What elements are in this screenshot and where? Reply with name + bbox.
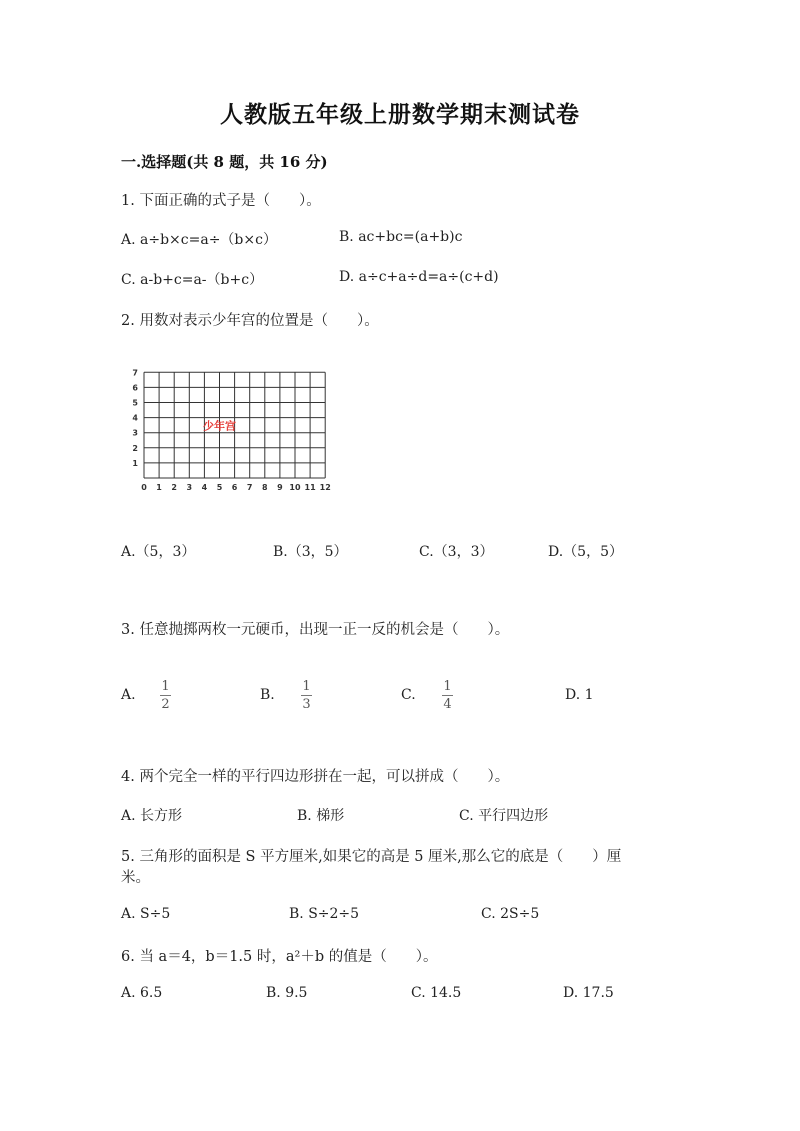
fraction-bar — [442, 695, 453, 696]
fraction-denominator: 2 — [161, 697, 170, 712]
question-4: 4. 两个完全一样的平行四边形拼在一起，可以拼成（ ）。 — [121, 769, 510, 785]
q6-option-b: B. 9.5 — [266, 985, 308, 1001]
q6-option-c: C. 14.5 — [411, 985, 462, 1001]
x-tick-label: 12 — [319, 483, 331, 492]
page-title: 人教版五年级上册数学期末测试卷 — [220, 101, 580, 128]
q2-option-a: A.（5，3） — [121, 544, 196, 560]
q1-option-c: C. a-b+c=a-（b+c） — [121, 272, 264, 288]
question-1: 1. 下面正确的式子是（ ）。 — [121, 193, 321, 209]
q3-option-c: C. — [401, 687, 416, 703]
q3-option-d: D. 1 — [565, 687, 594, 703]
y-tick-label: 7 — [132, 368, 138, 378]
y-tick-label: 3 — [132, 428, 138, 438]
q2-option-b: B.（3，5） — [273, 544, 348, 560]
fraction-numerator: 1 — [302, 679, 311, 694]
question-5-line-2: 米。 — [121, 870, 150, 886]
x-tick-label: 7 — [246, 483, 253, 492]
question-2: 2. 用数对表示少年宫的位置是（ ）。 — [121, 313, 379, 329]
q4-option-b: B. 梯形 — [297, 808, 345, 824]
q4-option-c: C. 平行四边形 — [459, 808, 549, 824]
q3-fraction-c — [442, 679, 453, 712]
fraction-bar — [160, 695, 171, 696]
q5-option-b: B. S÷2÷5 — [289, 906, 360, 922]
q3-option-a: A. — [121, 687, 136, 703]
q6-option-a: A. 6.5 — [121, 985, 163, 1001]
y-tick-label: 1 — [132, 458, 138, 468]
y-tick-label: 5 — [132, 398, 138, 408]
q1-option-a: A. a÷b×c=a÷（b×c） — [121, 232, 277, 248]
q5-option-c: C. 2S÷5 — [481, 906, 540, 922]
youth-palace-label: 少年宫 — [203, 419, 236, 433]
question-3: 3. 任意抛掷两枚一元硬币，出现一正一反的机会是（ ）。 — [121, 622, 510, 638]
x-tick-label: 2 — [171, 483, 177, 492]
question-5-line-1: 5. 三角形的面积是 S 平方厘米,如果它的高是 5 厘米,那么它的底是（ ）厘 — [121, 849, 622, 865]
coordinate-grid — [120, 360, 340, 495]
q2-option-d: D.（5，5） — [548, 544, 623, 560]
fraction-numerator: 1 — [443, 679, 452, 694]
x-tick-label: 6 — [231, 483, 238, 492]
q1-option-d: D. a÷c+a÷d=a÷(c+d) — [339, 269, 499, 285]
x-tick-label: 9 — [277, 483, 283, 492]
q3-option-b: B. — [260, 687, 275, 703]
q6-option-d: D. 17.5 — [563, 985, 614, 1001]
fraction-bar — [301, 695, 312, 696]
section-heading: 一.选择题(共 8 题，共 16 分) — [121, 153, 328, 171]
fraction-numerator: 1 — [161, 679, 170, 694]
x-tick-label: 8 — [262, 483, 268, 492]
y-tick-label: 4 — [132, 413, 138, 423]
x-tick-label: 4 — [201, 483, 208, 492]
q2-option-c: C.（3，3） — [419, 544, 494, 560]
x-tick-label: 10 — [289, 483, 301, 492]
y-tick-label: 6 — [132, 383, 138, 393]
question-6: 6. 当 a＝4，b＝1.5 时，a²＋b 的值是（ ）。 — [121, 949, 438, 965]
x-tick-label: 3 — [186, 483, 193, 492]
x-tick-label: 11 — [304, 483, 316, 492]
q3-fraction-b — [301, 679, 312, 712]
q4-option-a: A. 长方形 — [121, 808, 183, 824]
q3-fraction-a — [160, 679, 171, 712]
y-tick-label: 2 — [132, 443, 138, 453]
x-tick-label: 0 — [141, 483, 147, 492]
q5-option-a: A. S÷5 — [121, 906, 171, 922]
x-tick-label: 1 — [156, 483, 162, 492]
x-tick-label: 5 — [216, 483, 223, 492]
fraction-denominator: 3 — [302, 697, 311, 712]
fraction-denominator: 4 — [443, 697, 452, 712]
q1-option-b: B. ac+bc=(a+b)c — [339, 229, 463, 245]
